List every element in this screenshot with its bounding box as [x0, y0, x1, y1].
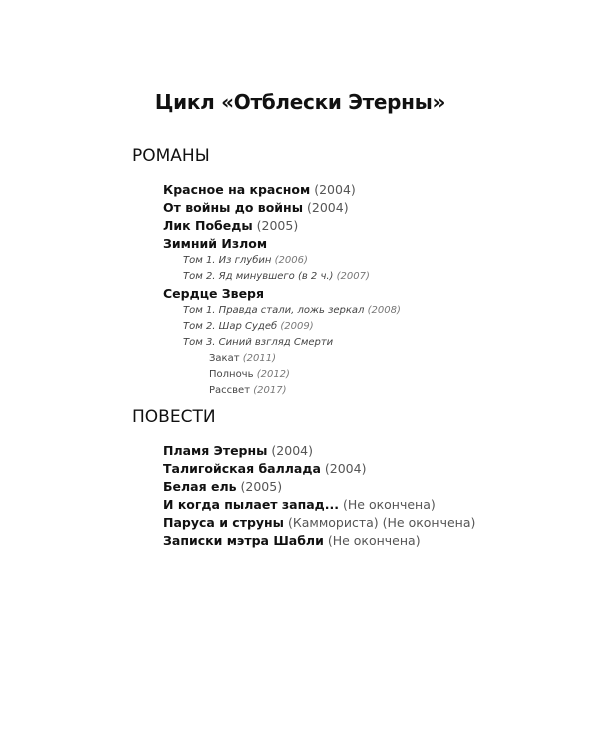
novels-list [163, 181, 401, 399]
volume-item [183, 303, 401, 319]
volume-year: (2009) [280, 321, 314, 332]
item-title: Зимний Излом [163, 236, 268, 251]
volume-item [183, 335, 401, 351]
volume-item [183, 269, 401, 285]
item-title: Сердце Зверя [163, 286, 265, 301]
item-title: Лик Победы [163, 218, 253, 233]
novellas-list [163, 442, 475, 550]
list-item [163, 514, 475, 532]
section-heading-novellas: ПОВЕСТИ [132, 407, 216, 427]
item-title: Красное на красном [163, 182, 311, 197]
item-year: (2004) [314, 182, 356, 197]
part-title: Полночь [209, 369, 254, 380]
item-year: (2005) [256, 218, 299, 233]
volume-item [183, 319, 401, 335]
volume-year: (2008) [367, 305, 401, 316]
part-year: (2017) [253, 385, 287, 396]
list-item [163, 496, 475, 514]
item-title: Записки мэтра Шабли [163, 533, 324, 548]
part-year: (2012) [256, 369, 290, 380]
item-note: (Не окончена) [343, 497, 436, 512]
item-note: (2004) [271, 443, 313, 458]
volume-title: Том 2. Яд минувшего (в 2 ч.) [183, 271, 334, 282]
list-item [163, 478, 475, 496]
item-title: От войны до войны [163, 200, 304, 215]
volume-title: Том 3. Синий взгляд Смерти [183, 337, 334, 348]
part-title: Рассвет [209, 385, 251, 396]
volume-title: Том 1. Правда стали, ложь зеркал [183, 305, 365, 316]
list-item [163, 460, 475, 478]
volume-title: Том 2. Шар Судеб [183, 321, 278, 332]
list-item [163, 285, 401, 303]
item-note: (Каммориста) (Не окончена) [287, 515, 476, 530]
list-item [163, 442, 475, 460]
list-item [163, 235, 401, 253]
list-item [163, 199, 401, 217]
item-year: (2004) [307, 200, 349, 215]
volume-year: (2007) [336, 271, 370, 282]
part-item [209, 367, 401, 383]
part-item [209, 351, 401, 367]
item-title: И когда пылает запад... [163, 497, 340, 512]
part-year: (2011) [242, 353, 276, 364]
list-item [163, 181, 401, 199]
list-item [163, 532, 475, 550]
item-title: Пламя Этерны [163, 443, 268, 458]
item-note: (2004) [324, 461, 367, 476]
section-heading-novels: РОМАНЫ [132, 146, 210, 166]
page-title: Цикл «Отблески Этерны» [154, 90, 446, 114]
item-note: (Не окончена) [327, 533, 421, 548]
item-note: (2005) [240, 479, 283, 494]
item-title: Паруса и струны [163, 515, 284, 530]
item-title: Талигойская баллада [163, 461, 321, 476]
part-title: Закат [209, 353, 240, 364]
volume-item [183, 253, 401, 269]
item-title: Белая ель [163, 479, 237, 494]
list-item [163, 217, 401, 235]
volume-year: (2006) [274, 255, 308, 266]
part-item [209, 383, 401, 399]
volume-title: Том 1. Из глубин [183, 255, 272, 266]
